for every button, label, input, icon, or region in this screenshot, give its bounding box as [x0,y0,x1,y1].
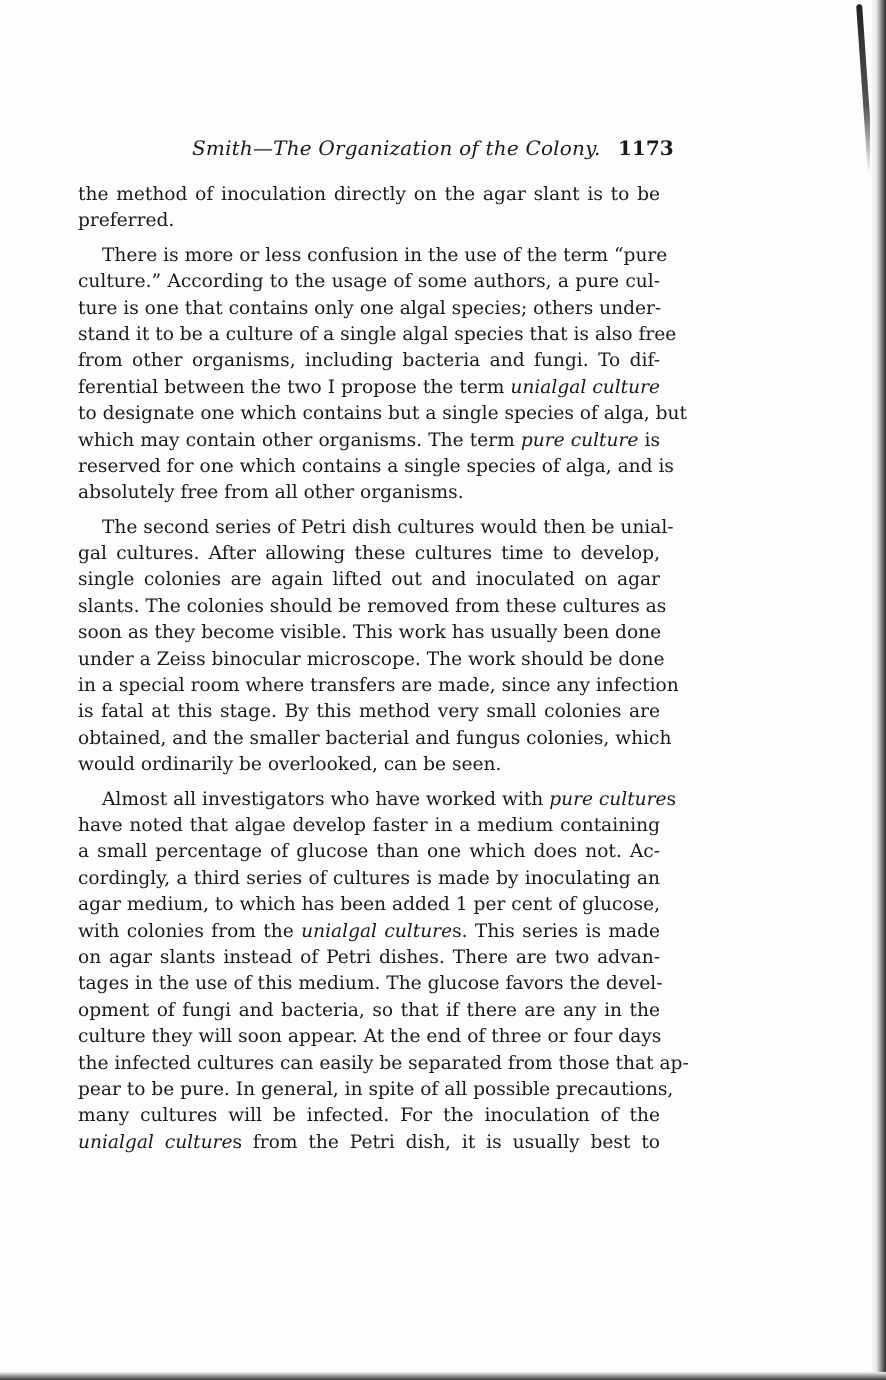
scan-edge-bottom [0,1372,886,1380]
text-line: would ordinarily be overlooked, can be seen. [78,754,502,776]
text-line: Almost all investigators who have worked with pure cultures [102,788,677,810]
page-header [70,136,674,168]
text-line: the infected cultures can easily be separated from those that ap- [78,1052,689,1074]
scan-edge-right [870,0,886,1380]
text-line: on agar slants instead of Petri dishes. There are two advan- [78,946,660,968]
text-line: culture.” According to the usage of some authors, a pure cul- [78,271,660,293]
text-line: unialgal cultures from the Petri dish, it is usually best to [78,1131,660,1153]
text-line: reserved for one which contains a single species of alga, and is [78,455,674,477]
text-line: cordingly, a third series of cultures is made by inoculating an [78,867,660,889]
text-line: stand it to be a culture of a single algal species that is also free [78,323,677,345]
text-line: slants. The colonies should be removed from these cultures as [78,595,667,617]
text-line: under a Zeiss binocular microscope. The work should be done [78,648,665,670]
text-line: opment of fungi and bacteria, so that if there are any in the [78,999,660,1021]
text-line: have noted that algae develop faster in a medium containing [78,814,660,836]
text-line: ferential between the two I propose the term unialgal culture [78,376,661,398]
paragraph-2 [78,243,687,507]
text-line: soon as they become visible. This work has usually been done [78,622,662,644]
text-line: the method of inoculation directly on the agar slant is to be [78,184,660,205]
text-line: There is more or less confusion in the use of the term “pure [102,244,668,266]
paragraph-1 [78,182,660,235]
text-line: agar medium, to which has been added 1 per cent of glucose, [78,894,660,916]
text-line: tages in the use of this medium. The glucose favors the devel- [78,973,663,995]
paragraph-4 [78,787,689,1156]
paragraph-3 [78,515,679,779]
text-line: The second series of Petri dish cultures would then be unial- [102,516,674,538]
body-text [78,182,689,1164]
text-line: culture they will soon appear. At the end of three or four days [78,1026,662,1048]
page-number: 1173 [618,136,674,160]
text-line: pear to be pure. In general, in spite of all possible precautions, [78,1078,674,1100]
text-line: ture is one that contains only one algal species; others under- [78,297,662,319]
text-line: a small percentage of glucose than one which does not. Ac- [78,841,660,863]
text-line: is fatal at this stage. By this method very small colonies are [78,701,660,723]
text-line: single colonies are again lifted out and inoculated on agar [78,569,660,591]
text-line: obtained, and the smaller bacterial and fungus colonies, which [78,727,672,749]
text-line: in a special room where transfers are made, since any infection [78,675,679,697]
text-line: with colonies from the unialgal cultures. This series is made [78,920,660,942]
running-title: Smith—The Organization of the Colony. [192,136,601,160]
text-line: to designate one which contains but a single species of alga, but [78,403,687,425]
text-line: gal cultures. After allowing these cultures time to develop, [78,543,660,565]
text-line: from other organisms, including bacteria and fungi. To dif- [78,350,660,372]
text-line: many cultures will be infected. For the inoculation of the [78,1105,660,1127]
text-line: which may contain other organisms. The term pure culture is [78,429,660,451]
text-line: absolutely free from all other organisms. [78,482,464,504]
text-line: preferred. [78,210,175,232]
